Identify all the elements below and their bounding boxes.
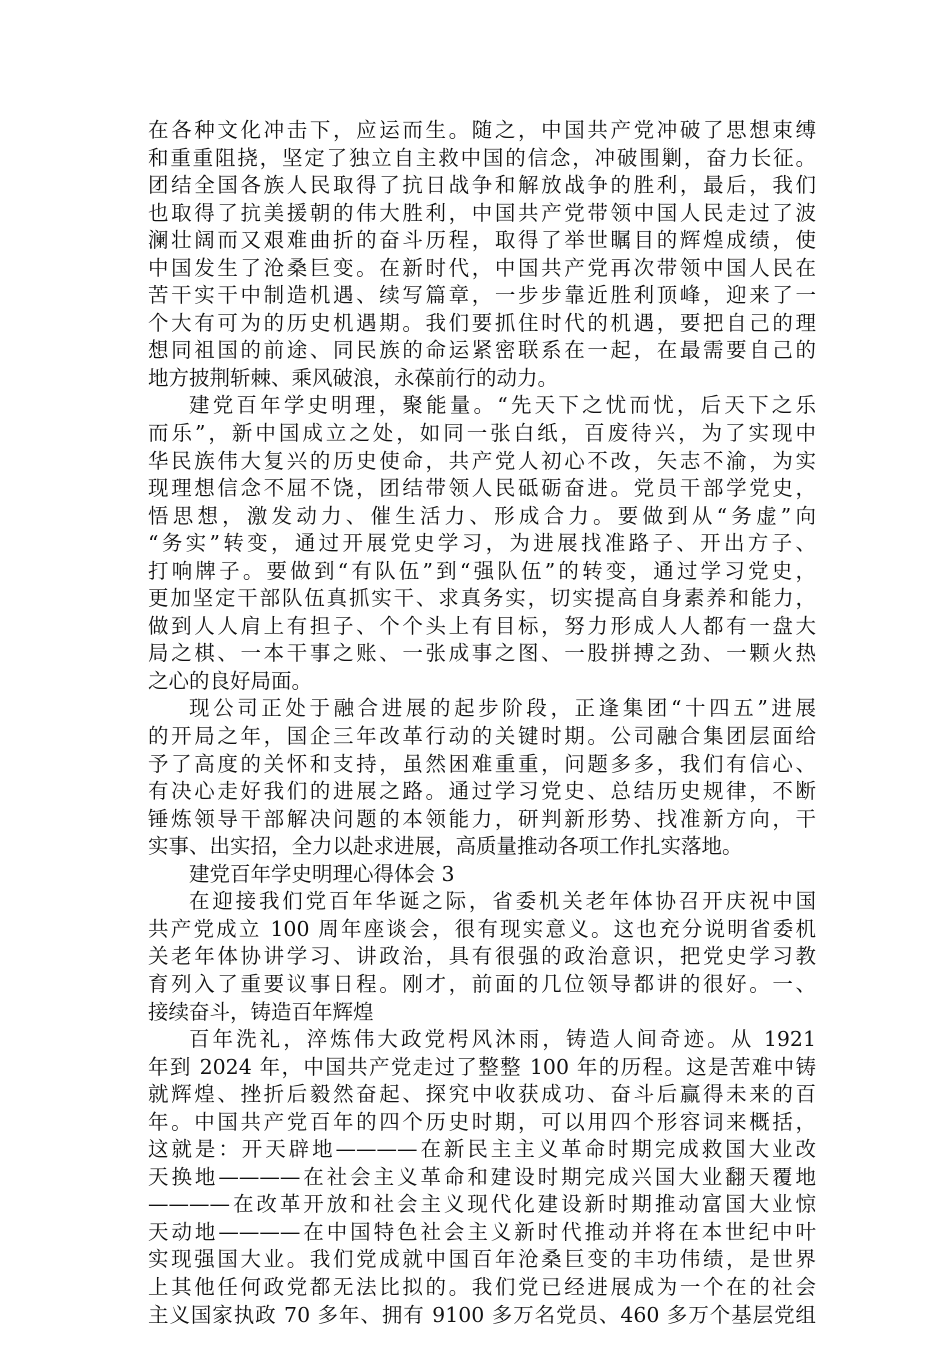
text-line: 这就是：开天辟地————在新民主主义革命时期完成救国大业改 <box>148 1137 816 1162</box>
text-line: 实现强国大业。我们党成就中国百年沧桑巨变的丰功伟绩，是世界 <box>148 1247 816 1272</box>
paragraph-start-line: 现公司正处于融合进展的起步阶段，正逢集团“十四五”进展 <box>189 696 816 721</box>
text-line: 之心的良好局面。 <box>148 668 312 693</box>
section-heading: 建党百年学史明理心得体会 3 <box>189 861 455 886</box>
text-line: 共产党成立 100 周年座谈会，很有现实意义。这也充分说明省委机 <box>148 916 816 941</box>
text-line: 关老年体协讲学习、讲政治，具有很强的政治意识，把党史学习教 <box>148 944 816 969</box>
text-line: 打响牌子。要做到“有队伍”到“强队伍”的转变，通过学习党史， <box>148 558 816 583</box>
text-line: 主义国家执政 70 多年、拥有 9100 多万名党员、460 多万个基层党组 <box>148 1302 816 1327</box>
text-line: 更加坚定干部队伍真抓实干、求真务实，切实提高自身素养和能力， <box>148 586 816 611</box>
text-line: 的开局之年，国企三年改革行动的关键时期。公司融合集团层面给 <box>148 724 816 749</box>
text-line: 局之棋、一本干事之账、一张成事之图、一股拼搏之劲、一颗火热 <box>148 641 816 666</box>
text-line: 地方披荆斩棘、乘风破浪，永葆前行的动力。 <box>148 365 558 390</box>
text-line: 苦干实干中制造机遇、续写篇章，一步步靠近胜利顶峰，迎来了一 <box>148 283 816 308</box>
text-line: 有决心走好我们的进展之路。通过学习党史、总结历史规律，不断 <box>148 779 816 804</box>
text-line: 个大有可为的历史机遇期。我们要抓住时代的机遇，要把自己的理 <box>148 310 816 335</box>
text-line: 和重重阻挠，坚定了独立自主救中国的信念，冲破围剿，奋力长征。 <box>148 145 816 170</box>
text-line: 锤炼领导干部解决问题的本领能力，研判新形势、找准新方向，干 <box>148 806 816 831</box>
text-line: 做到人人肩上有担子、个个头上有目标，努力形成人人都有一盘大 <box>148 613 816 638</box>
text-line: 接续奋斗，铸造百年辉煌 <box>148 999 374 1024</box>
paragraph-start-line: 建党百年学史明理，聚能量。“先天下之忧而忧，后天下之乐 <box>189 393 816 418</box>
text-line: 就辉煌、挫折后毅然奋起、探究中收获成功、奋斗后赢得未来的百 <box>148 1082 816 1107</box>
text-line: 现理想信念不屈不饶，团结带领人民砥砺奋进。党员干部学党史， <box>148 476 816 501</box>
text-line: 育列入了重要议事日程。刚才，前面的几位领导都讲的很好。一、 <box>148 971 816 996</box>
text-line: 团结全国各族人民取得了抗日战争和解放战争的胜利，最后，我们 <box>148 173 816 198</box>
text-line <box>148 1329 816 1357</box>
text-line: 天动地————在中国特色社会主义新时代推动并将在本世纪中叶 <box>148 1219 816 1244</box>
text-line: 华民族伟大复兴的历史使命，共产党人初心不改，矢志不渝，为实 <box>148 448 816 473</box>
text-line: 上其他任何政党都无法比拟的。我们党已经进展成为一个在的社会 <box>148 1274 816 1299</box>
paragraph-start-line: 在迎接我们党百年华诞之际，省委机关老年体协召开庆祝中国 <box>189 889 816 914</box>
text-line: ————在改革开放和社会主义现代化建设新时期推动富国大业惊 <box>148 1192 816 1217</box>
text-line: 悟思想，激发动力、催生活力、形成合力。要做到从“务虚”向 <box>148 503 816 528</box>
document-page <box>148 117 816 1357</box>
text-line: 也取得了抗美援朝的伟大胜利，中国共产党带领中国人民走过了波 <box>148 200 816 225</box>
text-line: 中国发生了沧桑巨变。在新时代，中国共产党再次带领中国人民在 <box>148 255 816 280</box>
paragraph-start-line: 百年洗礼，淬炼伟大政党枵风沐雨，铸造人间奇迹。从 1921 <box>189 1027 816 1052</box>
text-line: 天换地————在社会主义革命和建设时期完成兴国大业翻天覆地 <box>148 1164 816 1189</box>
text-line: 予了高度的关怀和支持，虽然困难重重，问题多多，我们有信心、 <box>148 751 816 776</box>
text-line: “务实”转变，通过开展党史学习，为进展找准路子、开出方子、 <box>148 531 816 556</box>
text-line: 澜壮阔而又艰难曲折的奋斗历程，取得了举世瞩目的辉煌成绩，使 <box>148 228 816 253</box>
text-line: 而乐”，新中国成立之处，如同一张白纸，百废待兴，为了实现中 <box>148 421 816 446</box>
text-line: 想同祖国的前途、同民族的命运紧密联系在一起，在最需要自己的 <box>148 338 816 363</box>
text-line: 年。中国共产党百年的四个历史时期，可以用四个形容词来概括， <box>148 1109 816 1134</box>
text-line: 实事、出实招，全力以赴求进展，高质量推动各项工作扎实落地。 <box>148 834 743 859</box>
text-line: 年到 2024 年，中国共产党走过了整整 100 年的历程。这是苦难中铸 <box>148 1054 816 1079</box>
text-line: 在各种文化冲击下，应运而生。随之，中国共产党冲破了思想束缚 <box>148 118 816 142</box>
